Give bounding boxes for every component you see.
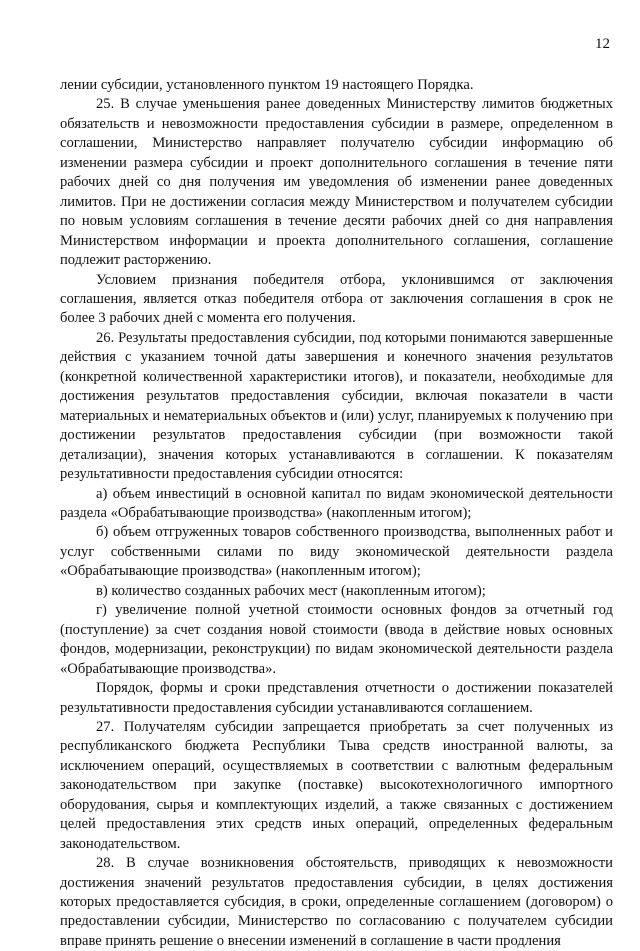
list-item-b: б) объем отгруженных товаров собственного производства, выполненных работ и услуг собственными силами по виду экономической деятельности раздела «Обрабатывающие производства» (накопленным итогом); — [60, 524, 613, 580]
list-item-g: г) увеличение полной учетной стоимости основных фондов за отчетный год (поступление) за счет создания новой стоимости (ввода в действие новых основных фондов, модернизации, реконструкции) по видам экономической деятельности раздела «Обрабатывающие производства». — [60, 602, 613, 677]
paragraph-28: 28. В случае возникновения обстоятельств, приводящих к невозможности достижения значений результатов предоставления субсидии, в целях достижения которых предоставляется субсидия, в сроки, определенные соглашением (договором) о предоставлении субсидии, Министерство по согласованию с получателем субсидии вправе принять решение о внесении изменений в соглашение в части продления — [60, 855, 613, 949]
paragraph-continuation: лении субсидии, установленного пунктом 19 настоящего Порядка. — [60, 77, 474, 93]
paragraph-26: 26. Результаты предоставления субсидии, под которыми понимаются завершенные действия с указанием точной даты завершения и конечного значения результатов (конкретной количественной характеристики итогов), и показатели, необходимые для достижения результатов предоставления субсидии, включая показатели в части материальных и нематериальных объектов и (или) услуг, планируемых к получению при достижении результатов предоставления субсидии (при возможности такой детализации), значения которых устанавливаются в соглашении. К показателям результативности предоставления субсидии относятся: — [60, 329, 613, 483]
paragraph-27: 27. Получателям субсидии запрещается приобретать за счет полученных из республиканского бюджета Республики Тыва средств иностранной валюты, за исключением операций, осуществляемых в соответствии с валютным федеральным законодательством при закупке (поставке) высокотехнологичного импортного оборудования, сырья и комплектующих изделий, а также связанных с достижением целей предоставления этих средств иных операций, определенных федеральным законодательством. — [60, 718, 613, 852]
page-number: 12 — [595, 36, 610, 52]
paragraph-refusal-condition: Условием признания победителя отбора, уклонившимся от заключения соглашения, является отказ победителя отбора от заключения соглашения в срок не более 3 рабочих дней с момента его получения. — [60, 271, 613, 327]
paragraph-reporting: Порядок, формы и сроки представления отчетности о достижении показателей результативности предоставления субсидии устанавливаются соглашением. — [60, 680, 613, 716]
list-item-a: а) объем инвестиций в основной капитал по видам экономической деятельности раздела «Обрабатывающие производства» (накопленным итогом); — [60, 485, 613, 521]
document-body — [60, 76, 613, 951]
paragraph-25: 25. В случае уменьшения ранее доведенных Министерству лимитов бюджетных обязательств и невозможности предоставления субсидии в размере, определенном в соглашении, Министерство направляет получателю субсидии информацию об изменении размера субсидии и проект дополнительного соглашения в течение пяти рабочих дней со дня получения им уведомления об изменении ранее доведенных лимитов. При не достижении согласия между Министерством и получателем субсидии по новым условиям соглашения в течение десяти рабочих дней со дня направления Министерством информации и проекта дополнительного соглашения, соглашение подлежит расторжению. — [60, 96, 613, 269]
list-item-v: в) количество созданных рабочих мест (накопленным итогом); — [96, 582, 486, 599]
